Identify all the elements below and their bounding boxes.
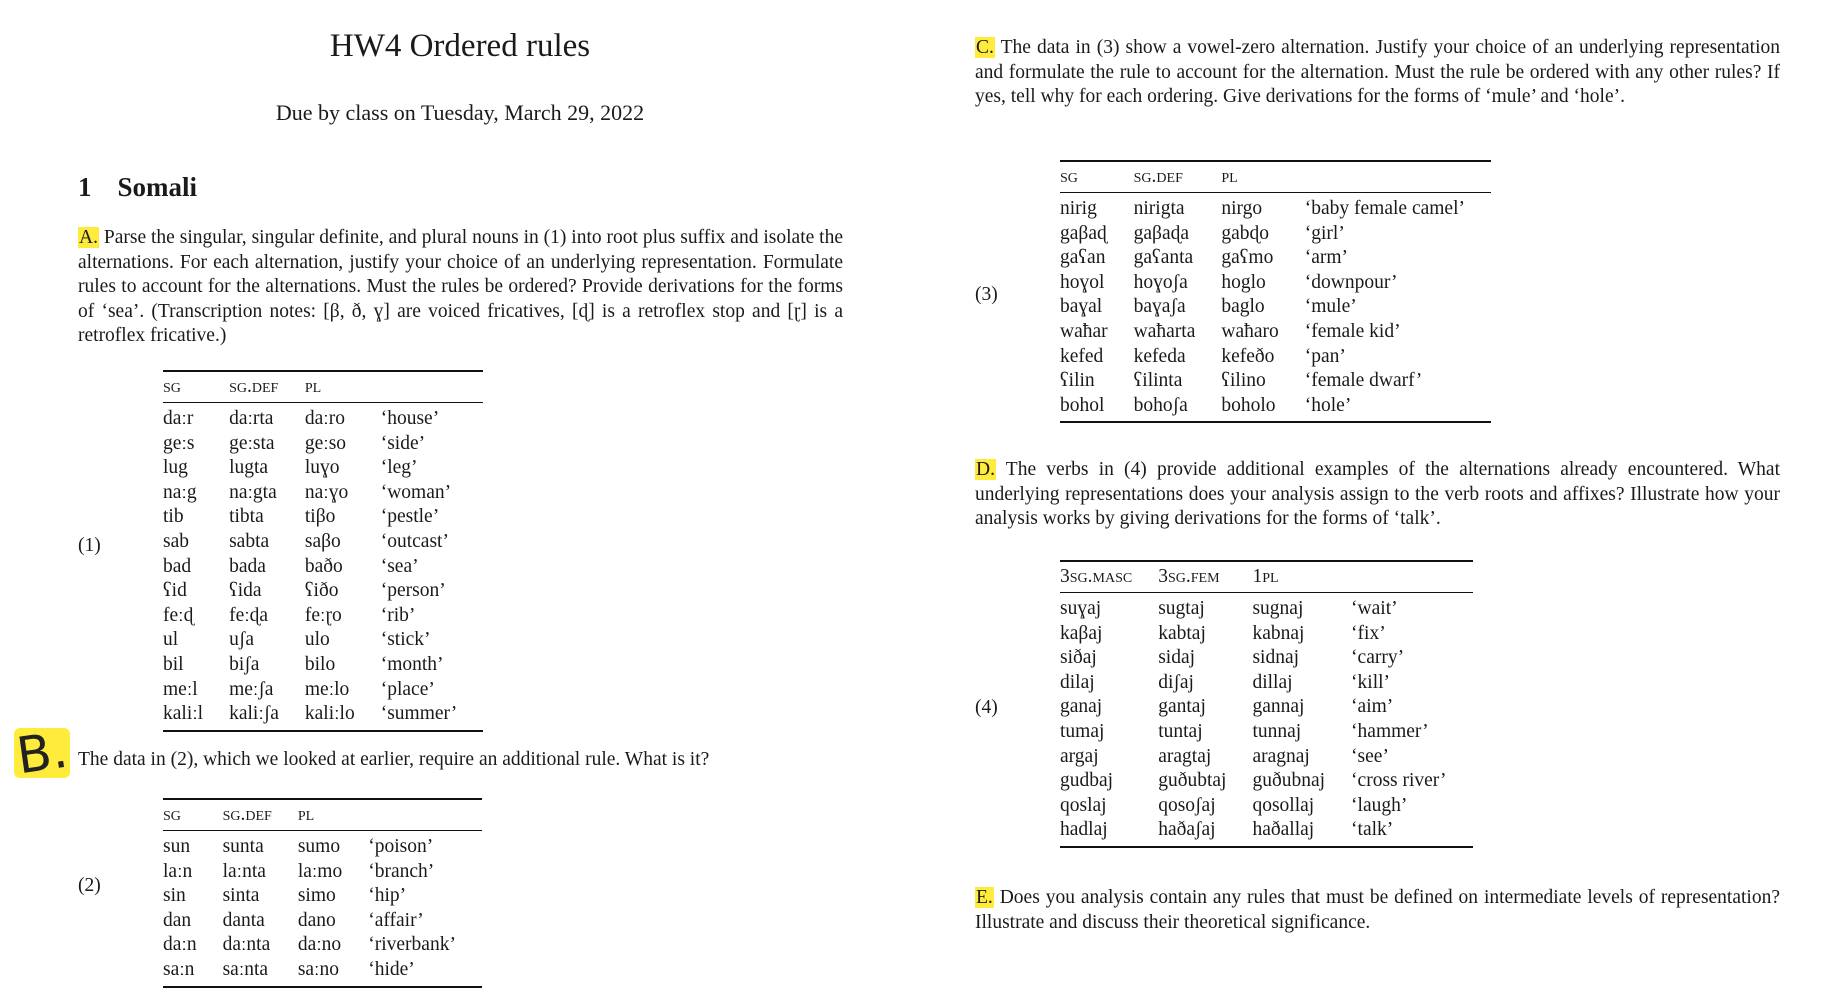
- table-cell: siðaj: [1060, 647, 1097, 669]
- table-header-cell: sg.def: [1134, 161, 1222, 193]
- question-b: [78, 748, 843, 773]
- table-cell: baðo: [304, 555, 343, 577]
- table-cell: daːrta: [229, 408, 274, 429]
- table-cell: ‘laugh’: [1351, 794, 1408, 816]
- table-cell: suɣaj: [1060, 598, 1102, 619]
- table-1-container: [163, 370, 483, 732]
- table-cell: ‘hammer’: [1351, 720, 1429, 742]
- table-cell: qosoʃaj: [1158, 794, 1216, 816]
- table-cell: tuntaj: [1158, 720, 1203, 742]
- section-heading: [78, 172, 197, 203]
- table-cell: hoɣol: [1060, 271, 1105, 293]
- table-header-cell: sg.def: [223, 799, 298, 831]
- section-title: Somali: [117, 172, 198, 202]
- table-cell: dan: [163, 909, 192, 931]
- table-cell: uʃa: [229, 629, 254, 651]
- table-2: [163, 798, 482, 988]
- table-cell: saːnta: [223, 958, 298, 987]
- table-cell: ʕilino: [1221, 370, 1266, 392]
- table-cell: ‘aim’: [1351, 696, 1394, 718]
- table-cell: laːmo: [297, 860, 343, 882]
- table-cell: ‘affair’: [368, 909, 424, 931]
- table-cell: ‘talk’: [1351, 818, 1472, 847]
- table-cell: kaliːl: [163, 702, 229, 731]
- table-cell: nirigta: [1133, 198, 1185, 219]
- table-cell: nirig: [1060, 198, 1097, 219]
- table-cell: lugta: [229, 457, 269, 479]
- table-header-cell: pl: [305, 371, 381, 403]
- table-4: [1060, 560, 1473, 848]
- table-row: [1060, 769, 1473, 794]
- table-cell: ‘poison’: [368, 836, 434, 857]
- table-cell: ‘downpour’: [1304, 271, 1398, 293]
- table-row: [1060, 394, 1491, 423]
- table-row: [163, 555, 483, 580]
- table-row: [1060, 818, 1473, 847]
- table-cell: naːgta: [229, 481, 277, 503]
- table-cell: bohoʃa: [1134, 394, 1222, 423]
- example-2-number: (2): [78, 875, 101, 896]
- table-row: [1060, 271, 1491, 296]
- table-cell: ‘pestle’: [380, 506, 440, 528]
- question-b-text: The data in (2), which we looked at earlier, require an additional rule. What is it?: [78, 749, 710, 770]
- table-cell: bohol: [1060, 394, 1134, 423]
- table-cell: ganaj: [1060, 696, 1103, 718]
- table-cell: daːno: [297, 934, 342, 956]
- table-row: [163, 403, 483, 432]
- question-c-text: The data in (3) show a vowel-zero alternation. Justify your choice of an underlying representation and formulate the rule to account for the alternation. Must the rule be ordered with any other rules? If yes, tell why for each ordering. Give derivations for the forms of ‘mule’ and ‘hole’.: [975, 37, 1780, 107]
- table-cell: ‘side’: [380, 432, 426, 454]
- table-header-cell: [1351, 561, 1472, 593]
- question-d-text: The verbs in (4) provide additional examples of the alternations already encountered. What underlying representations does your analysis assign to the verb roots and affixes? Illustrate how your analysis works by giving derivations for the forms of ‘talk’.: [975, 459, 1780, 529]
- table-cell: ‘riverbank’: [368, 934, 456, 956]
- table-header-cell: sg: [1060, 161, 1134, 193]
- table-cell: sab: [163, 530, 189, 552]
- table-cell: baɣal: [1060, 296, 1103, 318]
- table-cell: simo: [297, 885, 336, 907]
- table-cell: ‘pan’: [1304, 345, 1346, 367]
- table-cell: ‘girl’: [1304, 222, 1345, 244]
- table-cell: boholo: [1221, 394, 1304, 423]
- table-cell: guðubnaj: [1252, 770, 1326, 792]
- table-cell: meːʃa: [229, 678, 274, 700]
- table-cell: feːɖa: [229, 604, 269, 626]
- table-cell: sinta: [222, 885, 260, 907]
- table-cell: ‘wait’: [1351, 598, 1398, 619]
- table-header-row: [163, 799, 482, 831]
- table-cell: sumo: [297, 836, 341, 857]
- table-cell: gantaj: [1158, 696, 1206, 718]
- table-row: [163, 702, 483, 731]
- table-cell: daːnta: [222, 934, 271, 956]
- table-header-row: [1060, 161, 1491, 193]
- table-header-cell: 3sg.masc: [1060, 561, 1158, 593]
- table-row: [163, 628, 483, 653]
- table-header-cell: 1pl: [1252, 561, 1351, 593]
- table-cell: ‘woman’: [380, 481, 452, 503]
- table-3: [1060, 160, 1491, 423]
- table-header-cell: 3sg.fem: [1158, 561, 1252, 593]
- handwritten-b-mark: B.: [13, 720, 71, 786]
- table-cell: tib: [163, 506, 184, 528]
- table-cell: qosollaj: [1252, 794, 1315, 816]
- table-cell: sabta: [229, 530, 270, 552]
- table-cell: ‘sea’: [380, 555, 419, 577]
- question-c-label: C.: [976, 37, 994, 58]
- table-cell: hadlaj: [1060, 818, 1158, 847]
- question-a-text: Parse the singular, singular definite, and plural nouns in (1) into root plus suffix and isolate the alternations. For each alternation, justify your choice of an underlying representation. Formulate rules to account for the alternations. Must the rules be ordered? Provide derivations for the forms of ‘sea’. (Transcription notes: [β, ð, ɣ] are voiced fricatives, [ɖ] is a retroflex stop and [ɽ] is a retroflex fricative.): [78, 227, 843, 346]
- question-d: [975, 458, 1780, 532]
- table-cell: kefeðo: [1221, 345, 1275, 367]
- table-cell: ʕida: [229, 580, 262, 602]
- table-cell: diʃaj: [1158, 671, 1194, 693]
- table-cell: meːl: [163, 678, 198, 700]
- table-cell: ʕilin: [1060, 370, 1095, 392]
- table-cell: ‘person’: [380, 580, 446, 602]
- table-cell: gaβaɖ: [1060, 222, 1107, 244]
- table-cell: dano: [297, 909, 336, 931]
- table-cell: ‘hide’: [368, 958, 482, 987]
- table-cell: ‘summer’: [381, 702, 484, 731]
- table-cell: aragnaj: [1252, 745, 1310, 767]
- table-cell: ‘house’: [380, 408, 440, 429]
- example-3-number: (3): [975, 284, 998, 305]
- table-cell: ‘female dwarf’: [1304, 370, 1423, 392]
- table-header-cell: sg.def: [229, 371, 305, 403]
- table-cell: gannaj: [1252, 696, 1305, 718]
- table-header-cell: [368, 799, 482, 831]
- table-cell: haðaʃaj: [1158, 818, 1252, 847]
- table-cell: saːn: [163, 958, 223, 987]
- table-cell: ʕiðo: [304, 580, 339, 602]
- table-row: [1060, 745, 1473, 770]
- table-cell: lug: [163, 457, 188, 479]
- table-cell: daːn: [163, 934, 197, 956]
- table-cell: daːr: [163, 408, 194, 429]
- table-cell: ‘stick’: [380, 629, 431, 651]
- table-row: [163, 604, 483, 629]
- table-cell: hoglo: [1221, 271, 1266, 293]
- table-row: [1060, 671, 1473, 696]
- table-row: [1060, 246, 1491, 271]
- table-row: [163, 432, 483, 457]
- table-cell: ulo: [304, 629, 330, 651]
- question-e: [975, 886, 1780, 935]
- table-cell: haðallaj: [1252, 818, 1351, 847]
- table-2-container: [163, 798, 482, 988]
- table-cell: tunnaj: [1252, 720, 1302, 742]
- table-row: [1060, 646, 1473, 671]
- table-cell: danta: [222, 909, 265, 931]
- table-cell: gaʕan: [1060, 247, 1106, 269]
- question-e-text: Does you analysis contain any rules that must be defined on intermediate levels of representation? Illustrate and discuss their theoretical significance.: [975, 887, 1780, 933]
- table-cell: dillaj: [1252, 671, 1293, 693]
- table-cell: ‘outcast’: [380, 530, 449, 552]
- table-cell: argaj: [1060, 745, 1099, 767]
- table-cell: sugtaj: [1158, 598, 1205, 619]
- table-row: [1060, 320, 1491, 345]
- table-row: [1060, 622, 1473, 647]
- table-cell: ‘hip’: [368, 885, 407, 907]
- table-cell: sidnaj: [1252, 647, 1300, 669]
- table-1: [163, 370, 483, 732]
- example-4-number: (4): [975, 697, 998, 718]
- table-cell: ‘hole’: [1305, 394, 1491, 423]
- table-cell: ʕid: [163, 580, 187, 602]
- table-cell: naːg: [163, 481, 197, 503]
- table-row: [163, 505, 483, 530]
- table-cell: sunta: [222, 836, 264, 857]
- table-cell: ‘rib’: [380, 604, 416, 626]
- table-row: [1060, 695, 1473, 720]
- table-cell: sidaj: [1158, 647, 1196, 669]
- question-c: [975, 36, 1780, 110]
- due-date: Due by class on Tuesday, March 29, 2022: [275, 100, 645, 125]
- document-title: HW4 Ordered rules: [329, 28, 591, 64]
- table-row: [1060, 345, 1491, 370]
- table-cell: baglo: [1221, 296, 1265, 318]
- table-cell: tiβo: [304, 506, 336, 528]
- table-header-row: [1060, 561, 1473, 593]
- table-row: [1060, 193, 1491, 222]
- table-row: [163, 579, 483, 604]
- table-cell: naːɣo: [304, 481, 349, 503]
- table-cell: ‘see’: [1351, 745, 1389, 767]
- table-cell: ‘branch’: [368, 860, 435, 882]
- table-header-row: [163, 371, 483, 403]
- table-header-cell: [381, 371, 484, 403]
- table-cell: kefeda: [1133, 345, 1186, 367]
- table-cell: kefed: [1060, 345, 1104, 367]
- table-row: [163, 481, 483, 506]
- table-cell: feːɖ: [163, 604, 194, 626]
- table-row: [163, 909, 482, 934]
- table-cell: ‘baby female camel’: [1304, 198, 1465, 219]
- table-row: [1060, 720, 1473, 745]
- table-cell: geːsta: [229, 432, 275, 454]
- table-cell: tumaj: [1060, 720, 1105, 742]
- section-number: 1: [78, 172, 92, 202]
- table-cell: saːno: [298, 958, 368, 987]
- table-cell: ‘female kid’: [1304, 320, 1401, 342]
- table-cell: sin: [163, 885, 186, 907]
- table-cell: geːso: [304, 432, 347, 454]
- table-cell: daːro: [304, 408, 345, 429]
- table-cell: baɣaʃa: [1133, 296, 1186, 318]
- table-cell: guðubtaj: [1158, 770, 1227, 792]
- table-cell: meːlo: [304, 678, 350, 700]
- table-cell: ʕilinta: [1133, 370, 1183, 392]
- table-cell: waħarta: [1133, 320, 1196, 342]
- table-cell: sugnaj: [1252, 598, 1304, 619]
- table-cell: kaβaj: [1060, 622, 1103, 644]
- table-row: [163, 933, 482, 958]
- table-cell: kaliːʃa: [229, 702, 305, 731]
- question-d-label: D.: [976, 459, 995, 480]
- table-cell: ‘mule’: [1304, 296, 1357, 318]
- table-cell: kabnaj: [1252, 622, 1305, 644]
- table-cell: biʃa: [229, 653, 260, 675]
- table-row: [163, 653, 483, 678]
- table-cell: waħaro: [1221, 320, 1279, 342]
- table-cell: ‘kill’: [1351, 671, 1391, 693]
- table-cell: ‘fix’: [1351, 622, 1386, 644]
- table-cell: gaʕmo: [1221, 247, 1274, 269]
- table-cell: bada: [229, 555, 266, 577]
- table-cell: feːɽo: [304, 604, 342, 626]
- table-row: [163, 456, 483, 481]
- question-a: [78, 226, 843, 349]
- table-cell: kaliːlo: [305, 702, 381, 731]
- table-cell: qoslaj: [1060, 794, 1107, 816]
- table-cell: nirgo: [1221, 198, 1263, 219]
- table-cell: ‘arm’: [1304, 247, 1349, 269]
- table-3-container: [1060, 160, 1491, 423]
- table-cell: ‘leg’: [380, 457, 418, 479]
- table-cell: tibta: [229, 506, 264, 528]
- table-cell: gabɖo: [1221, 222, 1270, 244]
- table-header-cell: pl: [298, 799, 368, 831]
- table-row: [163, 958, 482, 987]
- question-e-label: E.: [976, 887, 993, 908]
- table-cell: sun: [163, 836, 191, 857]
- table-cell: kabtaj: [1158, 622, 1206, 644]
- table-row: [1060, 369, 1491, 394]
- table-cell: ul: [163, 629, 179, 651]
- table-cell: geːs: [163, 432, 195, 454]
- example-1-number: (1): [78, 535, 101, 556]
- table-cell: aragtaj: [1158, 745, 1212, 767]
- table-row: [163, 678, 483, 703]
- table-row: [163, 884, 482, 909]
- table-row: [1060, 794, 1473, 819]
- question-a-label: A.: [79, 227, 98, 248]
- table-cell: gudbaj: [1060, 770, 1114, 792]
- table-row: [1060, 222, 1491, 247]
- table-cell: laːnta: [222, 860, 266, 882]
- table-cell: saβo: [304, 530, 341, 552]
- table-row: [1060, 593, 1473, 622]
- table-cell: hoɣoʃa: [1133, 271, 1188, 293]
- table-cell: ‘cross river’: [1351, 770, 1447, 792]
- table-cell: bad: [163, 555, 192, 577]
- table-cell: bil: [163, 653, 184, 675]
- table-cell: ‘month’: [380, 653, 444, 675]
- table-cell: waħar: [1060, 320, 1108, 342]
- table-4-container: [1060, 560, 1473, 848]
- table-header-cell: [1305, 161, 1491, 193]
- table-row: [163, 860, 482, 885]
- table-cell: gaʕanta: [1133, 247, 1194, 269]
- table-cell: luɣo: [304, 457, 340, 479]
- table-cell: dilaj: [1060, 671, 1095, 693]
- table-cell: gaβaɖa: [1133, 222, 1190, 244]
- table-cell: ‘place’: [380, 678, 435, 700]
- table-row: [1060, 295, 1491, 320]
- table-cell: bilo: [304, 653, 336, 675]
- table-cell: laːn: [163, 860, 193, 882]
- table-header-cell: sg: [163, 371, 229, 403]
- table-header-cell: pl: [1221, 161, 1304, 193]
- table-row: [163, 831, 482, 860]
- table-cell: ‘carry’: [1351, 647, 1405, 669]
- table-header-cell: sg: [163, 799, 223, 831]
- table-row: [163, 530, 483, 555]
